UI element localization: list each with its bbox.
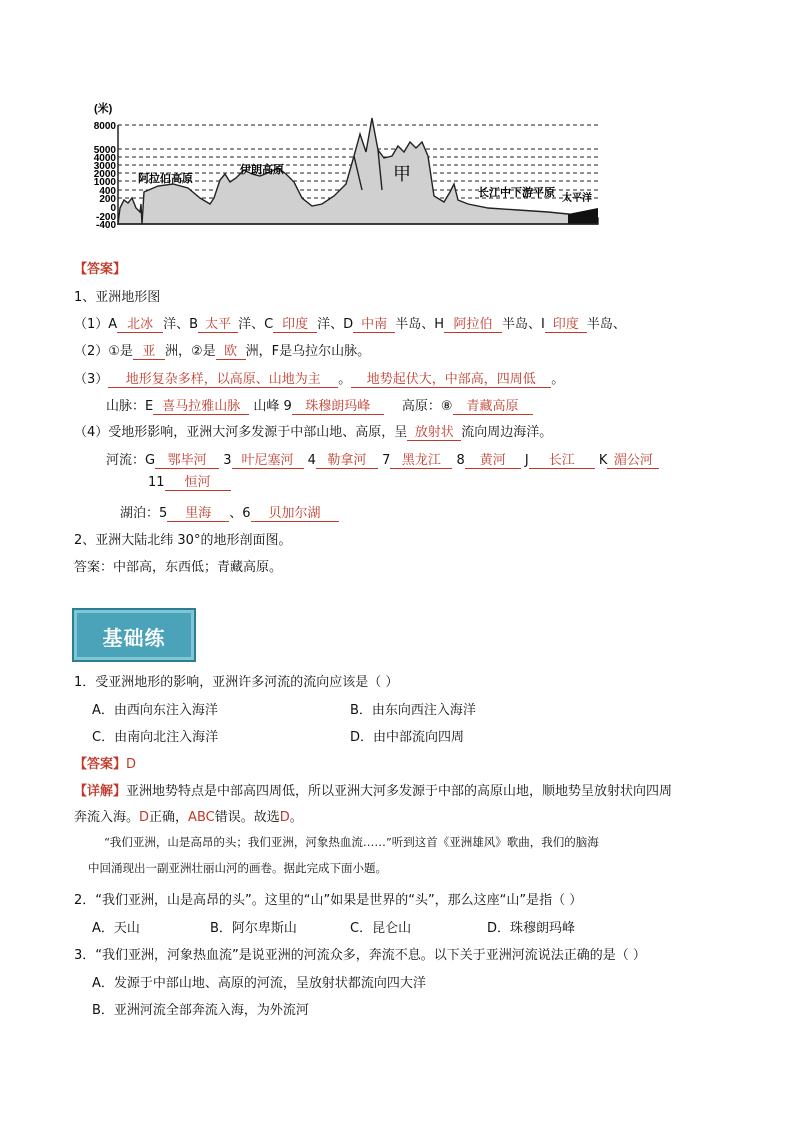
tick-label: 2000 (93, 169, 116, 180)
answer-blank: 亚 (133, 345, 165, 360)
text: 。 (289, 810, 303, 825)
q1-option-c[interactable]: C．由南向北注入海洋 (92, 730, 219, 745)
lakes-line (120, 502, 339, 522)
tick-label: 0 (110, 203, 116, 214)
tick-label: 8000 (93, 121, 116, 132)
answer-blank: 长江 (529, 454, 595, 469)
s1-line4 (106, 395, 533, 415)
rivers-line (106, 449, 659, 469)
q1-answer (74, 753, 136, 772)
s1-line2 (74, 340, 370, 360)
text: 。 (338, 372, 352, 387)
y-axis-ticks (94, 121, 117, 231)
answer-blank: 喜马拉雅山脉 (153, 400, 249, 415)
answer-blank: 阿拉伯 (444, 318, 502, 333)
q1-stem: 1．受亚洲地形的影响，亚洲许多河流的流向应该是（ ） (74, 675, 399, 690)
text: 河流：G (106, 453, 156, 468)
label-iranian-plateau: 伊朗高原 (240, 164, 284, 176)
tick-label: 5000 (93, 145, 116, 156)
label-pacific: 太平洋 (562, 193, 592, 204)
answer-blank: 北冰 (117, 318, 163, 333)
text: 4 (307, 453, 316, 468)
text: 奔流入海。 (74, 810, 140, 825)
tick-label: 400 (99, 186, 116, 197)
q2-stem: 2．“我们亚洲，山是高昂的头”。这里的“山”如果是世界的“头”，那么这座“山”是指（ ） (74, 893, 583, 908)
s1-line3 (74, 368, 564, 388)
answer-blank: 太平 (198, 318, 238, 333)
text: 11 (148, 475, 165, 490)
text: D (139, 810, 150, 825)
q2-option-a[interactable]: A．天山 (92, 921, 140, 936)
passage-line1: “我们亚洲，山是高昂的头；我们亚洲，河象热血流……”听到这首《亚洲雄风》歌曲，我们的脑海 (104, 835, 599, 849)
answer-blank: 印度 (273, 318, 317, 333)
q1-option-d[interactable]: D．由中部流向四周 (350, 730, 465, 745)
answer-blank: 地势起伏大，中部高，四周低 (351, 373, 551, 388)
unit-label: (米) (94, 103, 113, 115)
answer-blank: 叶尼塞河 (232, 454, 304, 469)
q2-option-c[interactable]: C．昆仑山 (350, 921, 412, 936)
answer-blank: 里海 (167, 507, 229, 522)
text: 半岛、H (395, 317, 444, 332)
q3-option-b[interactable]: B．亚洲河流全部奔流入海，为外流河 (92, 1003, 309, 1018)
tick-label: 3000 (93, 161, 116, 172)
tick-label: -200 (95, 212, 116, 223)
tick-label: 200 (99, 194, 116, 205)
tick-label: 1000 (93, 177, 116, 188)
q2-option-d[interactable]: D．珠穆朗玛峰 (487, 921, 576, 936)
answer-blank: 鄂毕河 (155, 454, 219, 469)
text: 半岛、 (586, 317, 626, 332)
answer-blank: 勒拿河 (316, 454, 378, 469)
answer-blank: 黑龙江 (390, 454, 452, 469)
answer-blank: 湄公河 (607, 454, 659, 469)
q2-option-b[interactable]: B．阿尔卑斯山 (210, 921, 297, 936)
answer-tag: 【答案】 (74, 262, 127, 277)
answer-value: D (126, 757, 137, 772)
text: K (598, 453, 608, 468)
text: 洲，②是 (164, 344, 216, 359)
text: 洲，F是乌拉尔山脉。 (245, 344, 371, 359)
text: 3 (223, 453, 232, 468)
text: （2）①是 (74, 344, 133, 359)
q1-option-b[interactable]: B．由东向西注入海洋 (350, 703, 476, 718)
text: 半岛、I (501, 317, 545, 332)
text: 山脉：E (106, 399, 154, 414)
answer-blank: 恒河 (165, 476, 231, 491)
text: 正确， (149, 810, 189, 825)
detail-tag: 【详解】 (74, 784, 127, 799)
s1-line5 (74, 421, 552, 441)
text: ABC (188, 810, 215, 825)
rivers-line2 (148, 475, 231, 491)
s1-title: 1、亚洲地形图 (74, 290, 161, 305)
answer-blank: 放射状 (407, 426, 461, 441)
text: D (279, 810, 290, 825)
practice-banner (72, 608, 196, 662)
tick-label: 4000 (93, 153, 116, 164)
q3-stem: 3．“我们亚洲，河象热血流”是说亚洲的河流众多，奔流不息。以下关于亚洲河流说法正确的是（ ） (74, 948, 646, 963)
text: （1）A (74, 317, 118, 332)
answer-blank: 贝加尔湖 (251, 507, 339, 522)
s2-title: 2、亚洲大陆北纬 30°的地形剖面图。 (74, 533, 292, 548)
answer-blank: 中南 (353, 318, 395, 333)
text: 山峰 9 (253, 399, 292, 414)
q3-option-a[interactable]: A．发源于中部山地、高原的河流，呈放射状都流向四大洋 (92, 976, 426, 991)
text: 高原：⑧ (401, 399, 453, 414)
text: 错误。故选 (214, 810, 280, 825)
text: 洋、B (163, 317, 199, 332)
text: 8 (456, 453, 465, 468)
text: 、6 (229, 506, 251, 521)
s2-answer: 答案：中部高，东西低；青藏高原。 (74, 560, 283, 575)
label-jia: 甲 (393, 164, 411, 184)
answer-blank: 地形复杂多样，以高原、山地为主 (108, 373, 338, 388)
text: 亚洲地势特点是中部高四周低，所以亚洲大河多发源于中部的高原山地，顺地势呈放射状向四周 (126, 784, 673, 799)
text: 湖泊：5 (120, 506, 168, 521)
s1-line1 (74, 313, 626, 333)
answer-blank: 珠穆朗玛峰 (292, 400, 384, 415)
text: 流向周边海洋。 (461, 425, 553, 440)
text: 洋、C (238, 317, 274, 332)
label-arabian-plateau: 阿拉伯高原 (138, 173, 193, 185)
text: 。 (551, 372, 565, 387)
banner-title: 基础练 (102, 626, 166, 650)
answer-tag: 【答案】 (74, 757, 127, 772)
terrain-profile-figure (88, 100, 608, 232)
answer-blank: 青藏高原 (453, 400, 533, 415)
text: 7 (382, 453, 391, 468)
tick-label: -400 (95, 220, 116, 231)
text: 洋、D (317, 317, 354, 332)
text: J (524, 453, 529, 468)
answer-blank: 黄河 (465, 454, 521, 469)
q1-detail-line2 (74, 806, 303, 825)
q1-detail-line1 (74, 780, 672, 799)
answer-blank: 印度 (545, 318, 587, 333)
answer-blank: 欧 (216, 345, 246, 360)
label-yangtze-plain: 长江中下游平原 (478, 187, 555, 199)
text: （3） (74, 372, 109, 387)
passage-line2: 中回涌现出一副亚洲壮丽山河的画卷。据此完成下面小题。 (88, 861, 387, 875)
q1-option-a[interactable]: A．由西向东注入海洋 (92, 703, 218, 718)
text: （4）受地形影响，亚洲大河多发源于中部山地、高原，呈 (74, 425, 408, 440)
